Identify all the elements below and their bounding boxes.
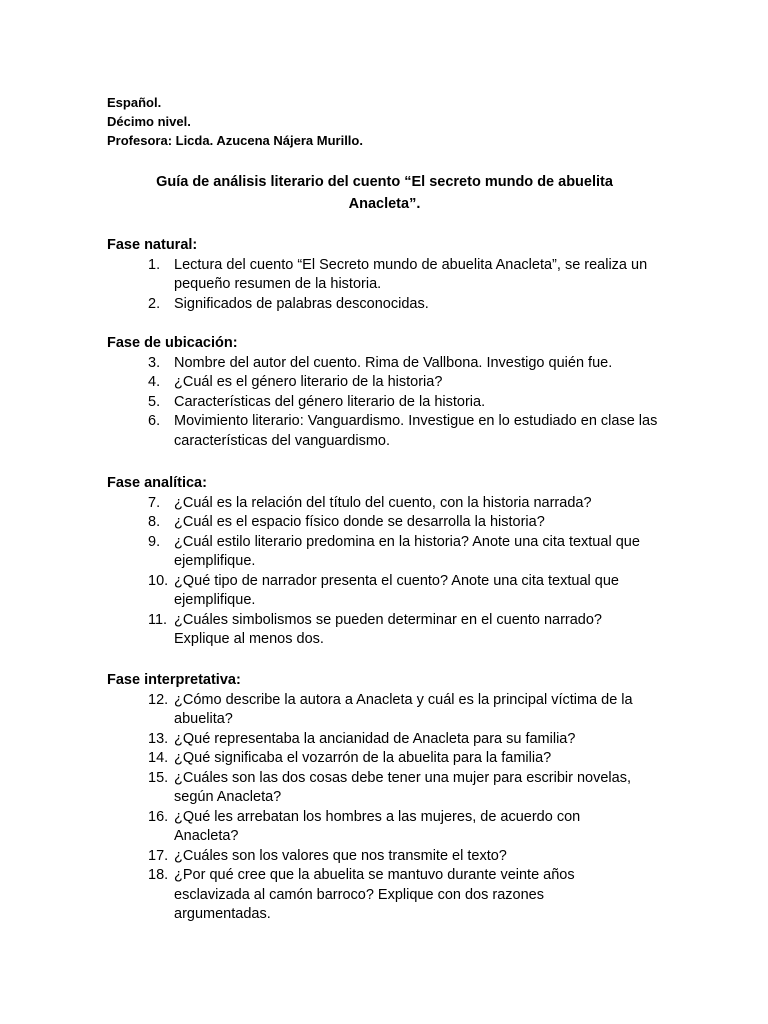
item-number: 1.	[148, 256, 161, 273]
list-item	[107, 494, 667, 514]
item-number: 16.	[148, 808, 169, 825]
item-number: 17.	[148, 847, 169, 864]
item-text: ¿Cuáles son las dos cosas debe tener una mujer para escribir novelas, según Anacleta?	[174, 769, 631, 805]
item-text: ¿Qué significaba el vozarrón de la abuelita para la familia?	[174, 750, 552, 766]
item-number: 14.	[148, 750, 169, 766]
list-item	[107, 295, 667, 315]
item-number: 11.	[148, 611, 168, 628]
section-fase-analitica	[107, 474, 667, 650]
item-number: 3.	[148, 354, 161, 371]
item-number: 8.	[148, 514, 161, 530]
level-line: Décimo nivel.	[107, 114, 191, 129]
item-number: 13.	[148, 730, 169, 747]
item-text: Movimiento literario: Vanguardismo. Investigue en lo estudiado en clase las características del vanguardismo.	[174, 413, 658, 449]
list-item	[107, 866, 644, 925]
item-text: Nombre del autor del cuento. Rima de Vallbona. Investigo quién fue.	[174, 354, 613, 371]
item-text: ¿Cómo describe la autora a Anacleta y cuál es la principal víctima de la abuelita?	[174, 691, 633, 727]
section-heading: Fase natural:	[107, 237, 198, 253]
item-number: 2.	[148, 295, 161, 312]
list-item	[107, 412, 674, 451]
question-list	[107, 354, 667, 452]
item-text: ¿Cuáles simbolismos se pueden determinar en el cuento narrado? Explique al menos dos.	[174, 611, 602, 647]
list-item	[107, 513, 667, 533]
item-text: ¿Qué tipo de narrador presenta el cuento? Anote una cita textual que ejemplifique.	[174, 572, 619, 608]
item-number: 12.	[148, 691, 169, 708]
item-number: 10.	[148, 572, 169, 589]
document-title	[107, 171, 662, 215]
item-text: Características del género literario de la historia.	[174, 393, 486, 410]
section-fase-natural	[107, 236, 667, 314]
list-item	[107, 691, 674, 730]
item-number: 5.	[148, 393, 161, 410]
title-line-1: Guía de análisis literario del cuento “El secreto mundo de abuelita	[156, 174, 613, 190]
item-text: ¿Qué representaba la ancianidad de Anacleta para su familia?	[174, 730, 576, 747]
list-item	[107, 373, 667, 393]
section-fase-ubicacion	[107, 334, 667, 451]
list-item	[107, 769, 674, 808]
title-line-2: Anacleta”.	[348, 196, 421, 212]
item-text: ¿Cuál es el espacio físico donde se desarrolla la historia?	[174, 514, 545, 530]
section-heading: Fase analítica:	[107, 475, 207, 491]
item-text: ¿Cuáles son los valores que nos transmite el texto?	[174, 847, 507, 864]
item-text: ¿Por qué cree que la abuelita se mantuvo durante veinte años esclavizada al camón barroco? Explique con dos razones argumentadas.	[174, 867, 575, 922]
question-list	[107, 691, 667, 925]
section-fase-interpretativa	[107, 671, 667, 925]
list-item	[107, 533, 674, 572]
list-item	[107, 256, 654, 295]
list-item	[107, 572, 654, 611]
list-item	[107, 354, 667, 374]
section-heading: Fase interpretativa:	[107, 672, 241, 688]
item-text: ¿Cuál es la relación del título del cuento, con la historia narrada?	[174, 494, 592, 511]
item-number: 4.	[148, 374, 161, 390]
item-number: 6.	[148, 413, 161, 429]
teacher-line: Profesora: Licda. Azucena Nájera Murillo.	[107, 133, 363, 148]
question-list	[107, 494, 667, 650]
item-text: ¿Cuál es el género literario de la historia?	[174, 374, 443, 390]
list-item	[107, 730, 667, 750]
subject-line: Español.	[107, 95, 162, 110]
section-heading: Fase de ubicación:	[107, 335, 238, 351]
item-text: Significados de palabras desconocidas.	[174, 295, 429, 312]
item-number: 15.	[148, 769, 169, 786]
list-item	[107, 611, 654, 650]
item-number: 18.	[148, 867, 169, 883]
list-item	[107, 749, 667, 769]
list-item	[107, 847, 667, 867]
item-text: ¿Cuál estilo literario predomina en la historia? Anote una cita textual que ejemplifique.	[174, 533, 640, 569]
item-number: 9.	[148, 533, 161, 550]
list-item	[107, 393, 667, 413]
question-list	[107, 256, 667, 315]
item-number: 7.	[148, 494, 161, 511]
document-header	[107, 93, 363, 150]
item-text: ¿Qué les arrebatan los hombres a las mujeres, de acuerdo con Anacleta?	[174, 808, 581, 844]
item-text: Lectura del cuento “El Secreto mundo de abuelita Anacleta”, se realiza un pequeño resumen de la historia.	[174, 256, 648, 292]
list-item	[107, 808, 614, 847]
